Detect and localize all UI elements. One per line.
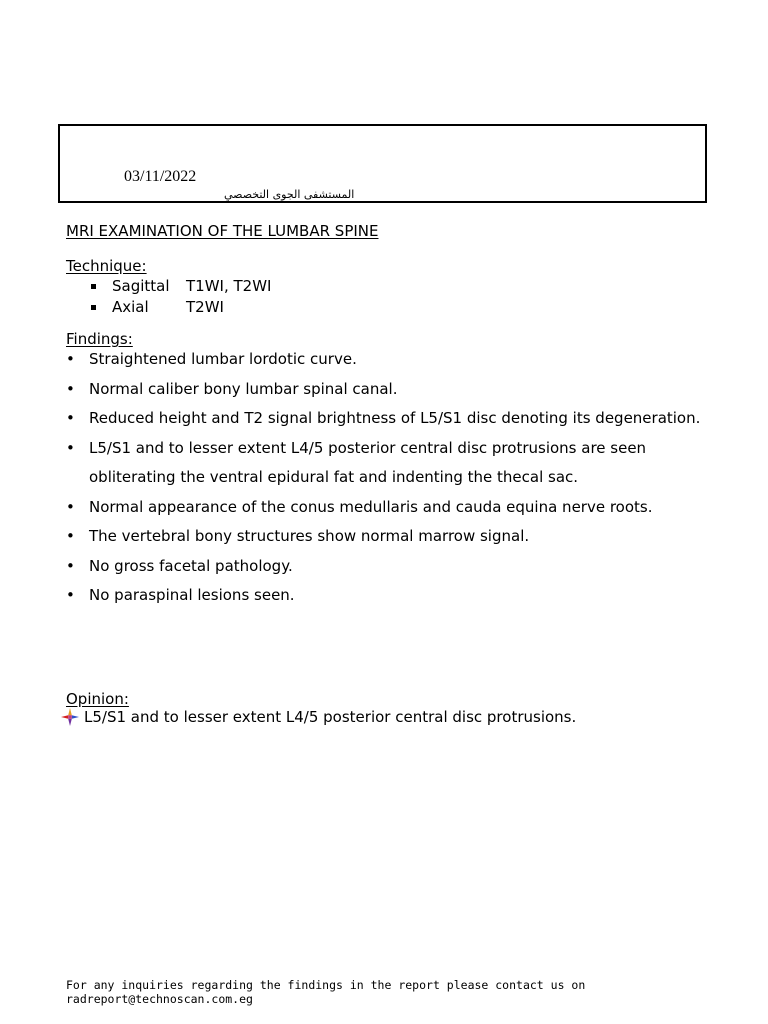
finding-item xyxy=(66,552,706,582)
findings-list xyxy=(66,345,706,611)
finding-text: No gross facetal pathology. xyxy=(89,556,293,575)
bullet-dot-icon: • xyxy=(66,379,75,398)
footer-contact-note xyxy=(66,978,726,1006)
technique-list xyxy=(88,276,271,318)
finding-item xyxy=(66,345,706,375)
square-bullet-icon xyxy=(91,284,96,289)
hospital-name: المستشفى الجوى التخصصي xyxy=(224,188,355,201)
finding-text: Normal appearance of the conus medullaris and cauda equina nerve roots. xyxy=(89,497,653,516)
report-title: MRI EXAMINATION OF THE LUMBAR SPINE xyxy=(66,222,379,240)
four-point-star-icon xyxy=(61,708,79,726)
star-top-segment xyxy=(68,708,72,715)
technique-plane: Axial xyxy=(112,298,149,316)
finding-item xyxy=(66,434,706,493)
star-right-segment xyxy=(72,715,79,719)
star-bottom-segment xyxy=(68,719,72,726)
finding-item xyxy=(66,522,706,552)
finding-text: Reduced height and T2 signal brightness of L5/S1 disc denoting its degeneration. xyxy=(89,409,701,427)
opinion-heading: Opinion: xyxy=(66,690,129,708)
opinion-text: L5/S1 and to lesser extent L4/5 posterior central disc protrusions. xyxy=(84,708,577,726)
technique-heading: Technique: xyxy=(66,257,147,275)
technique-item xyxy=(88,276,271,297)
finding-item xyxy=(66,493,706,523)
finding-text: Straightened lumbar lordotic curve. xyxy=(89,350,357,368)
square-bullet-icon xyxy=(91,305,96,310)
finding-item xyxy=(66,404,706,434)
technique-item xyxy=(88,297,271,318)
finding-item xyxy=(66,581,706,611)
finding-text: No paraspinal lesions seen. xyxy=(89,586,295,604)
finding-text: L5/S1 and to lesser extent L4/5 posterior central disc protrusions are seen obliterating the ventral epidural fat and indenting the thecal sac. xyxy=(89,438,647,486)
technique-plane: Sagittal xyxy=(112,277,170,295)
star-left-segment xyxy=(61,715,68,719)
finding-item xyxy=(66,375,706,405)
bullet-dot-icon: • xyxy=(66,350,75,368)
opinion-item xyxy=(61,708,576,726)
bullet-dot-icon: • xyxy=(66,586,75,604)
footer-line: For any inquiries regarding the findings in the report please contact us on xyxy=(66,978,586,992)
star-center xyxy=(68,715,72,719)
bullet-dot-icon: • xyxy=(66,556,75,575)
findings-heading: Findings: xyxy=(66,330,133,348)
bullet-dot-icon: • xyxy=(66,497,75,516)
technique-sequences: T2WI xyxy=(186,298,224,316)
finding-text: The vertebral bony structures show normal marrow signal. xyxy=(89,527,530,545)
bullet-dot-icon: • xyxy=(66,409,75,427)
technique-sequences: T1WI, T2WI xyxy=(186,277,272,295)
bullet-dot-icon: • xyxy=(66,438,75,457)
report-header-box xyxy=(58,124,707,203)
bullet-dot-icon: • xyxy=(66,527,75,545)
report-date: 03/11/2022 xyxy=(124,168,197,185)
finding-text: Normal caliber bony lumbar spinal canal. xyxy=(89,379,398,398)
footer-email: radreport@technoscan.com.eg xyxy=(66,992,253,1006)
